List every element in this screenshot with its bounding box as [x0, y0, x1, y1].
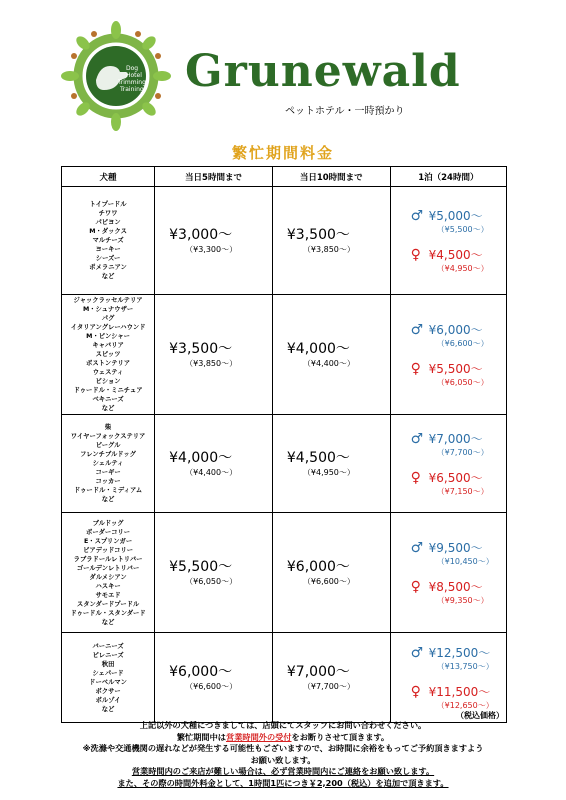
- breed-text: ブルドッグ ボーダーコリー E・スプリンガー ビアデッドコリー ラブラドールレトリバー ゴールデンレトリバー ダルメシアン ハスキー サモエド スタンダードプードル ドゥードル・スタンダード など: [70, 519, 146, 626]
- price-tax: （¥9,350～）: [436, 595, 489, 605]
- male-price: [411, 208, 506, 224]
- price-tax: （¥6,600～）: [185, 681, 238, 691]
- price-tax: （¥3,300～）: [185, 244, 238, 254]
- price-main: ¥8,500～: [428, 579, 483, 594]
- logo-text: Dog: [126, 65, 139, 72]
- breed-text: トイプードル チワワ パピヨン M・ダックス マルチーズ ヨーキー シーズー ポメラニアン など: [89, 201, 127, 280]
- table-row: [62, 415, 507, 513]
- male-icon: ♂: [410, 430, 424, 447]
- price-main: ¥5,500～: [169, 558, 233, 575]
- female-icon: ♀: [410, 469, 421, 486]
- tax-note: （税込価格）: [456, 711, 504, 720]
- column-header: 犬種: [62, 167, 155, 187]
- price-tax: （¥10,450～）: [436, 556, 494, 566]
- price-tax: （¥4,400～）: [302, 358, 355, 368]
- price-10h: [272, 187, 390, 295]
- price-main: ¥7,000～: [286, 663, 350, 680]
- note-line: また、その際の時間外料金として、1時間1匹につき￥2,200（税込）を追加で頂きます。: [117, 777, 449, 788]
- price-tax: （¥7,700～）: [302, 681, 355, 691]
- male-icon: ♂: [410, 207, 424, 224]
- female-icon: ♀: [410, 683, 421, 700]
- price-main: ¥4,000～: [169, 449, 233, 466]
- note-highlight: 営業時間外の受付: [226, 731, 292, 742]
- price-tax: （¥6,050～）: [185, 576, 238, 586]
- price-tax: （¥6,600～）: [302, 576, 355, 586]
- breed-text: 柴 ワイヤーフォックステリア ビーグル フレンチブルドッグ シェルティ コーギー コッカー ドゥードル・ミディアム など: [70, 424, 146, 503]
- male-price: [411, 431, 506, 447]
- price-overnight: [390, 415, 506, 513]
- note-text: 繁忙期間中は: [176, 731, 226, 742]
- male-price: [411, 540, 506, 556]
- price-tax: （¥7,150～）: [436, 486, 489, 496]
- breed-text: バーニーズ ピレニーズ 秋田 シェパード ドーベルマン ボクサー ボルゾイ など: [89, 642, 127, 713]
- breed-list: [62, 633, 155, 723]
- price-main: ¥11,500～: [428, 684, 491, 699]
- note-line: ※洗滌や交通機関の遅れなどが発生する可能性もございますので、お時間に余裕をもってご予約頂きますよう: [82, 743, 484, 753]
- breed-text: ジャックラッセルテリア M・シュナウザー パグ イタリアングレーハウンド M・ピンシャー キャバリア スピッツ ボストンテリア ウェスティ ビション ドゥードル・ミニチュア ベキニーズ など: [70, 297, 146, 412]
- brand-name: Grunewald: [185, 46, 461, 97]
- female-price: [411, 684, 506, 700]
- price-table: [61, 166, 507, 723]
- male-price: [411, 645, 506, 661]
- note-line: [0, 732, 566, 744]
- price-overnight: [390, 633, 506, 723]
- price-5h: [155, 633, 273, 723]
- price-5h: [155, 513, 273, 633]
- table-row: [62, 513, 507, 633]
- price-tax: （¥6,050～）: [436, 377, 489, 387]
- female-icon: ♀: [410, 578, 421, 595]
- price-5h: [155, 187, 273, 295]
- table-row: [62, 187, 507, 295]
- price-main: ¥3,500～: [286, 226, 350, 243]
- female-icon: ♀: [410, 246, 421, 263]
- price-10h: [272, 295, 390, 415]
- price-main: ¥5,500～: [428, 361, 483, 376]
- table-header-row: [62, 167, 507, 187]
- female-price: [411, 247, 506, 263]
- price-tax: （¥4,950～）: [436, 263, 489, 273]
- price-tax: （¥4,400～）: [185, 467, 238, 477]
- brand-subtitle: ペットホテル・一時預かり: [285, 106, 405, 117]
- logo-text: Trimming: [118, 79, 146, 86]
- note-line: 営業時間内のご来店が難しい場合は、必ず営業時間内にご連絡をお願い致します。: [131, 766, 435, 776]
- notes: [0, 720, 566, 789]
- page-title: 繁忙期間料金: [231, 144, 334, 162]
- price-tax: （¥7,700～）: [436, 447, 489, 457]
- logo-wreath-icon: [60, 20, 172, 132]
- male-icon: ♂: [410, 539, 424, 556]
- price-tax: （¥13,750～）: [436, 661, 494, 671]
- note-line: 上記以外の犬種につきましては、店頭にてスタッフにお問い合わせください。: [139, 720, 427, 730]
- female-price: [411, 361, 506, 377]
- price-10h: [272, 633, 390, 723]
- price-tax: （¥4,950～）: [302, 467, 355, 477]
- price-main: ¥6,000～: [428, 322, 483, 337]
- price-main: ¥7,000～: [428, 431, 483, 446]
- price-tax: （¥12,650～）: [436, 700, 494, 710]
- price-main: ¥9,500～: [428, 540, 483, 555]
- logo-text: Hotel: [126, 72, 142, 79]
- header: [0, 0, 566, 135]
- table-row: [62, 633, 507, 723]
- column-header: 1泊（24時間）: [390, 167, 506, 187]
- male-icon: ♂: [410, 321, 424, 338]
- column-header: 当日10時間まで: [272, 167, 390, 187]
- price-5h: [155, 295, 273, 415]
- price-main: ¥4,500～: [286, 449, 350, 466]
- price-main: ¥6,500～: [428, 470, 483, 485]
- price-main: ¥3,000～: [169, 226, 233, 243]
- female-price: [411, 579, 506, 595]
- column-header: 当日5時間まで: [155, 167, 273, 187]
- male-icon: ♂: [410, 644, 424, 661]
- price-main: ¥4,500～: [428, 247, 483, 262]
- price-tax: （¥6,600～）: [436, 338, 489, 348]
- price-tax: （¥3,850～）: [302, 244, 355, 254]
- breed-list: [62, 513, 155, 633]
- price-tax: （¥3,850～）: [185, 358, 238, 368]
- price-5h: [155, 415, 273, 513]
- price-main: ¥3,500～: [169, 340, 233, 357]
- breed-list: [62, 415, 155, 513]
- note-line: お願い致します。: [250, 754, 316, 765]
- breed-list: [62, 295, 155, 415]
- price-main: ¥6,000～: [169, 663, 233, 680]
- table-row: [62, 295, 507, 415]
- note-text: をお断りさせて頂きます。: [291, 731, 390, 742]
- female-icon: ♀: [410, 360, 421, 377]
- price-10h: [272, 415, 390, 513]
- breed-list: [62, 187, 155, 295]
- price-overnight: [390, 295, 506, 415]
- price-10h: [272, 513, 390, 633]
- price-main: ¥12,500～: [428, 645, 491, 660]
- female-price: [411, 470, 506, 486]
- price-main: ¥5,000～: [428, 208, 483, 223]
- logo-text: Training: [120, 86, 144, 93]
- price-overnight: [390, 187, 506, 295]
- male-price: [411, 322, 506, 338]
- price-overnight: [390, 513, 506, 633]
- price-tax: （¥5,500～）: [436, 224, 489, 234]
- price-main: ¥6,000～: [286, 558, 350, 575]
- price-main: ¥4,000～: [286, 340, 350, 357]
